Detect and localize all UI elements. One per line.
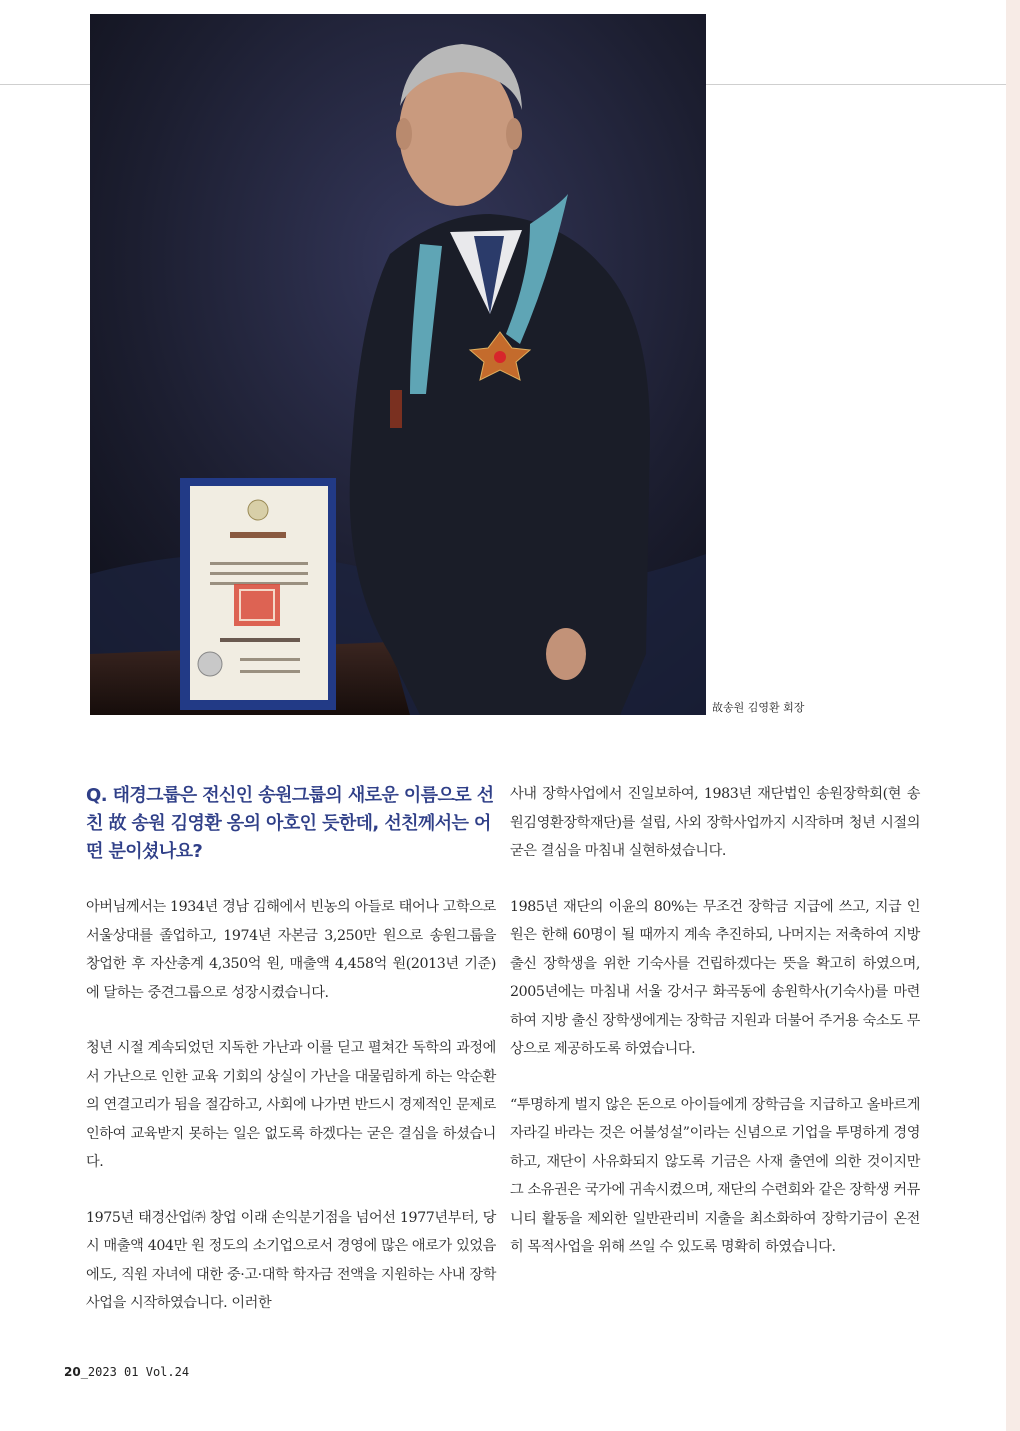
body-paragraph: 1975년 태경산업㈜ 창업 이래 손익분기점을 넘어선 1977년부터, 당시 매출액 404만 원 정도의 소기업으로서 경영에 많은 애로가 있었음에도, 직원 자녀에 대한 중·고·대학 학자금 전액을 지원하는 사내 장학사업을 시작하였습니다. 이러한	[86, 1209, 496, 1311]
page-footer	[64, 1365, 189, 1379]
body-paragraph: “투명하게 벌지 않은 돈으로 아이들에게 장학금을 지급하고 올바르게 자라길 바라는 것은 어불성설”이라는 신념으로 기업을 투명하게 경영하고, 재단이 사유화되지 않도록 기금은 사재 출연에 의한 것이지만 그 소유권은 국가에 귀속시켰으며, 재단의 수련회와 같은 장학생 커뮤니티 활동을 제외한 일반관리비 지출을 최소화하여 장학기금이 온전히 목적사업을 위해 쓰일 수 있도록 명확히 하였습니다.	[510, 1096, 920, 1255]
page-edge-strip	[1006, 0, 1020, 1431]
interview-question: Q. 태경그룹은 전신인 송원그룹의 새로운 이름으로 선친 故 송원 김영환 옹의 아호인 듯한데, 선친께서는 어떤 분이셨나요?	[86, 785, 494, 862]
body-column-left	[86, 893, 496, 1345]
body-paragraph: 1985년 재단의 이윤의 80%는 무조건 장학금 지급에 쓰고, 지급 인원은 한해 60명이 될 때까지 계속 추진하되, 나머지는 저축하여 지방 출신 장학생을 위한 기숙사를 건립하겠다는 뜻을 확고히 하였으며, 2005년에는 마침내 서울 강서구 화곡동에 송원학사(기숙사)를 마련하여 지방 출신 장학생에게는 장학금 지원과 더불어 주거용 숙소도 무상으로 제공하도록 하였습니다.	[510, 898, 920, 1057]
issue-label: _2023 01 Vol.24	[80, 1365, 190, 1379]
photo-caption: 故송원 김영환 회장	[712, 701, 805, 714]
certificate-frame	[180, 478, 336, 710]
body-paragraph: 청년 시절 계속되었던 지독한 가난과 이를 딛고 펼쳐간 독학의 과정에서 가난으로 인한 교육 기회의 상실이 가난을 대물림하게 하는 악순환의 연결고리가 됨을 절감하고, 사회에 나가면 반드시 경제적인 문제로 인하여 교육받지 못하는 일은 없도록 하겠다는 굳은 결심을 하셨습니다.	[86, 1040, 496, 1170]
body-paragraph: 사내 장학사업에서 진일보하여, 1983년 재단법인 송원장학회(현 송원김영환장학재단)를 설립, 사외 장학사업까지 시작하며 청년 시절의 굳은 결심을 마침내 실현하셨습니다.	[510, 786, 920, 859]
page-number: 20	[64, 1365, 81, 1379]
portrait-photo	[90, 14, 706, 715]
portrait-illustration	[90, 14, 706, 715]
body-paragraph: 아버님께서는 1934년 경남 김해에서 빈농의 아들로 태어나 고학으로 서울상대를 졸업하고, 1974년 자본금 3,250만 원으로 송원그룹을 창업한 후 자산총계 4,350억 원, 매출액 4,458억 원(2013년 기준)에 달하는 중견그룹으로 성장시켰습니다.	[86, 899, 496, 1001]
body-column-right	[510, 780, 920, 1289]
